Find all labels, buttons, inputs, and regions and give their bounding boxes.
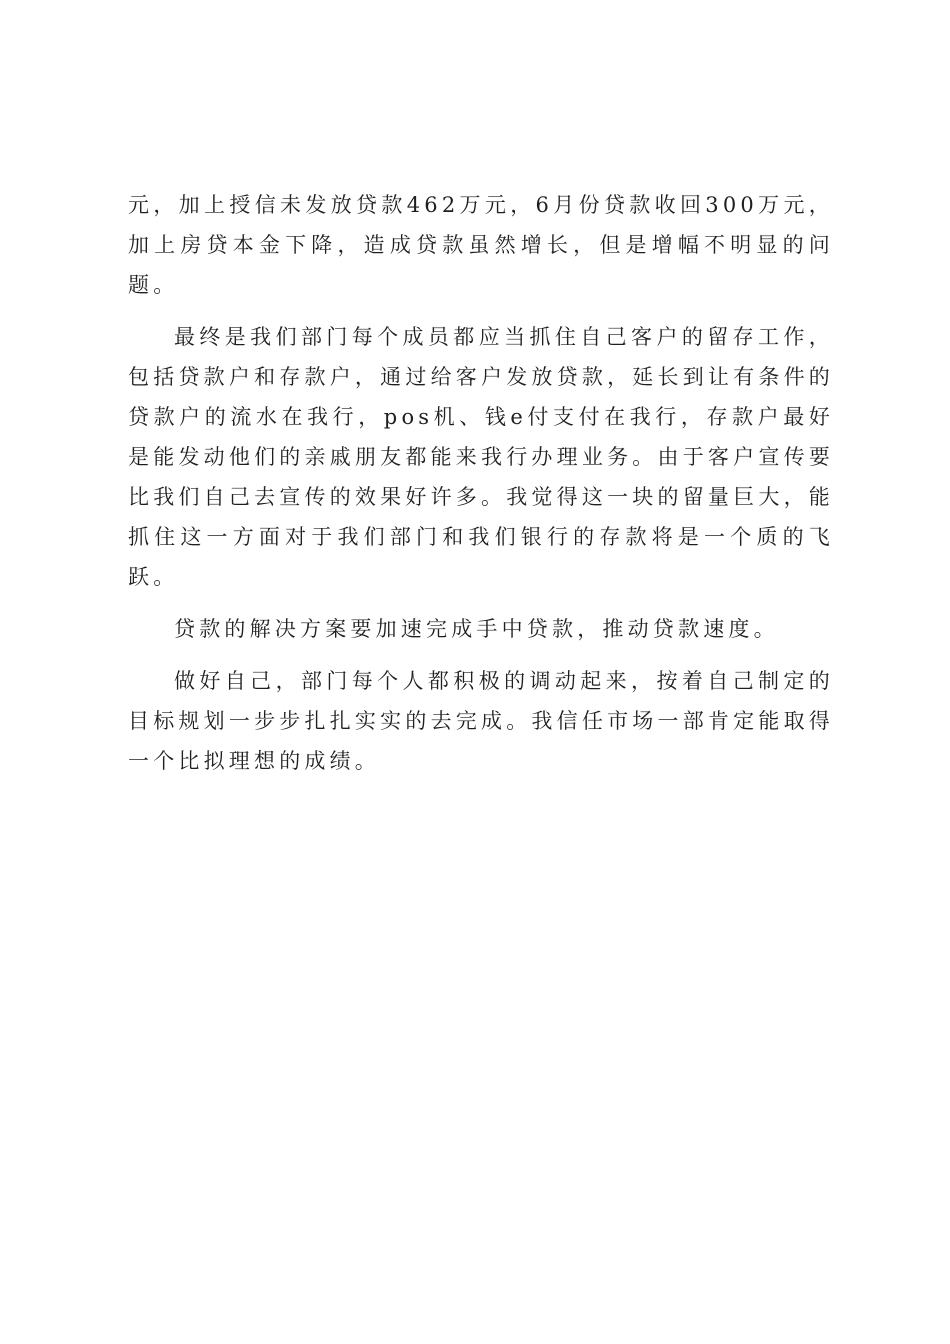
paragraph-continuation: 元，加上授信未发放贷款462万元，6月份贷款收回300万元，加上房贷本金下降，造成贷款虽然增长，但是增幅不明显的问题。 — [128, 193, 834, 297]
document-body — [128, 185, 834, 793]
paragraph-conclusion: 做好自己，部门每个人都积极的调动起来，按着自己制定的目标规划一步步扎扎实实的去完成。我信任市场一部肯定能取得一个比拟理想的成绩。 — [128, 669, 834, 773]
paragraph-customer-retention: 最终是我们部门每个成员都应当抓住自己客户的留存工作，包括贷款户和存款户，通过给客户发放贷款，延长到让有条件的贷款户的流水在我行，pos机、钱e付支付在我行，存款户最好是能发动他们的亲戚朋友都能来我行办理业务。由于客户宣传要比我们自己去宣传的效果好许多。我觉得这一块的留量巨大，能抓住这一方面对于我们部门和我们银行的存款将是一个质的飞跃。 — [128, 325, 834, 589]
paragraph-loan-solution: 贷款的解决方案要加速完成手中贷款，推动贷款速度。 — [174, 617, 779, 641]
